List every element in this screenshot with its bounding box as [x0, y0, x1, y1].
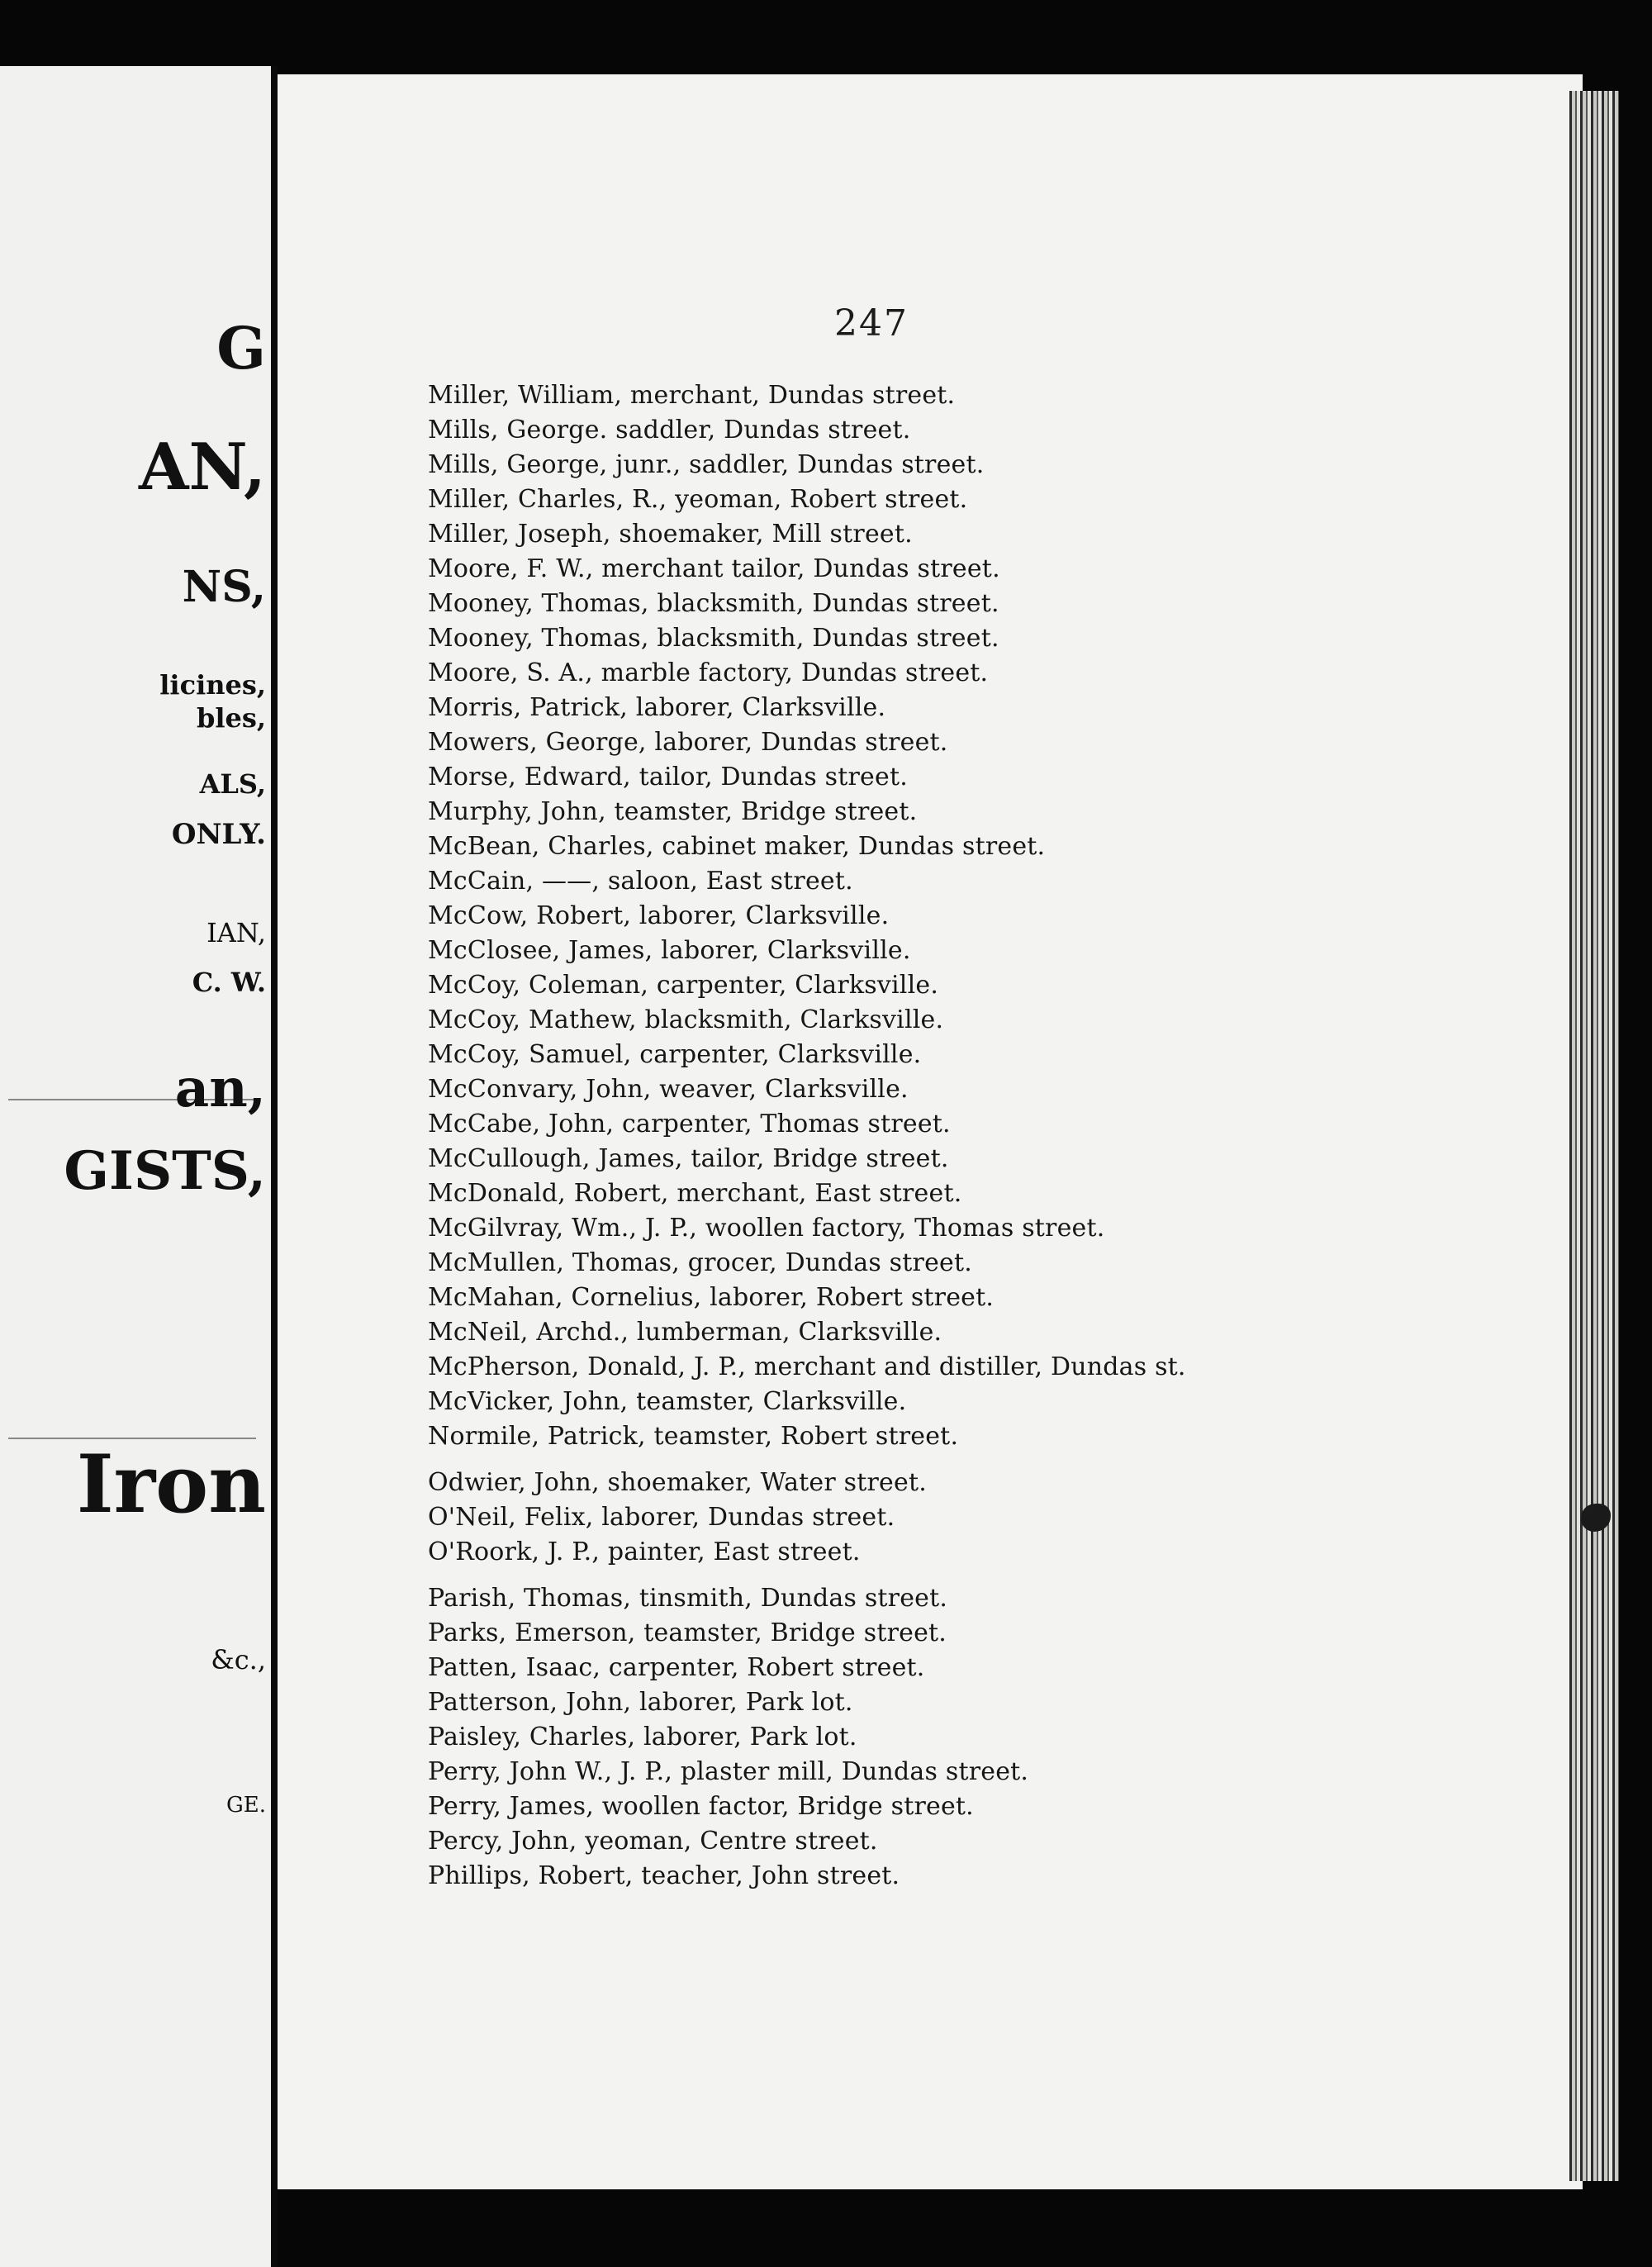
directory-entry: McDonald, Robert, merchant, East street.: [428, 1179, 962, 1208]
directory-entry: Mowers, George, laborer, Dundas street.: [428, 728, 948, 757]
directory-entry: Miller, Joseph, shoemaker, Mill street.: [428, 520, 913, 549]
directory-entry: McCabe, John, carpenter, Thomas street.: [428, 1110, 951, 1138]
directory-entry: Odwier, John, shoemaker, Water street.: [428, 1468, 927, 1497]
directory-entry: Percy, John, yeoman, Centre street.: [428, 1827, 878, 1856]
advertisement-fragment: GE.: [225, 1793, 266, 1818]
directory-entry: McCoy, Samuel, carpenter, Clarksville.: [428, 1040, 922, 1069]
advertisement-fragment: bles,: [196, 702, 266, 734]
directory-entry: McMahan, Cornelius, laborer, Robert street.: [428, 1283, 995, 1312]
directory-entry: McCow, Robert, laborer, Clarksville.: [428, 901, 890, 930]
directory-entry: Murphy, John, teamster, Bridge street.: [428, 797, 918, 826]
advertisement-fragment: C. W.: [192, 967, 266, 998]
directory-entry: Mooney, Thomas, blacksmith, Dundas street.: [428, 589, 999, 618]
advertisement-fragment: ONLY.: [171, 818, 266, 851]
page-number: 247: [834, 302, 909, 345]
advertisement-fragment: IAN,: [206, 917, 266, 948]
directory-entry: McConvary, John, weaver, Clarksville.: [428, 1075, 909, 1104]
directory-entry: McCoy, Mathew, blacksmith, Clarksville.: [428, 1005, 944, 1034]
directory-entry: O'Roork, J. P., painter, East street.: [428, 1537, 861, 1566]
directory-entry: O'Neil, Felix, laborer, Dundas street.: [428, 1503, 895, 1532]
directory-entry: McGilvray, Wm., J. P., woollen factory, Thomas street.: [428, 1214, 1105, 1243]
directory-entry: Morris, Patrick, laborer, Clarksville.: [428, 693, 886, 722]
directory-entry: Normile, Patrick, teamster, Robert street.: [428, 1422, 959, 1451]
book-gutter: [271, 66, 278, 2267]
advertisement-fragment: Iron: [76, 1438, 266, 1531]
directory-entry: McMullen, Thomas, grocer, Dundas street.: [428, 1248, 972, 1277]
advertisement-fragment: licines,: [159, 669, 266, 701]
advertisement-fragment: G: [216, 314, 266, 383]
directory-entry: McVicker, John, teamster, Clarksville.: [428, 1387, 907, 1416]
directory-listing: [428, 378, 1584, 1894]
directory-entry: McNeil, Archd., lumberman, Clarksville.: [428, 1318, 942, 1347]
directory-entry: Paisley, Charles, laborer, Park lot.: [428, 1723, 857, 1751]
directory-entry: Mills, George. saddler, Dundas street.: [428, 416, 911, 444]
directory-entry: Phillips, Robert, teacher, John street.: [428, 1861, 900, 1890]
directory-entry: Moore, S. A., marble factory, Dundas street.: [428, 658, 989, 687]
directory-entry: Moore, F. W., merchant tailor, Dundas street.: [428, 554, 1000, 583]
directory-entry: McCain, ——, saloon, East street.: [428, 867, 853, 896]
advertisement-fragment: NS,: [182, 562, 266, 612]
directory-entry: Morse, Edward, tailor, Dundas street.: [428, 763, 908, 791]
advertisement-fragment: AN,: [139, 430, 266, 505]
advertisement-fragment: ALS,: [199, 768, 266, 800]
directory-entry: Parks, Emerson, teamster, Bridge street.: [428, 1618, 947, 1647]
directory-entry: Miller, Charles, R., yeoman, Robert street.: [428, 485, 968, 514]
advertisement-fragment: an,: [174, 1057, 266, 1119]
directory-entry: McPherson, Donald, J. P., merchant and distiller, Dundas st.: [428, 1352, 1186, 1381]
directory-entry: Mills, George, junr., saddler, Dundas street.: [428, 450, 985, 479]
directory-entry: McBean, Charles, cabinet maker, Dundas street.: [428, 832, 1046, 861]
directory-entry: Patten, Isaac, carpenter, Robert street.: [428, 1653, 925, 1682]
directory-entry: McCoy, Coleman, carpenter, Clarksville.: [428, 971, 939, 1000]
directory-entry: Patterson, John, laborer, Park lot.: [428, 1688, 853, 1717]
directory-entry: McClosee, James, laborer, Clarksville.: [428, 936, 911, 965]
advertisement-fragment: GISTS,: [64, 1140, 266, 1202]
directory-entry: McCullough, James, tailor, Bridge street.: [428, 1144, 949, 1173]
directory-entry: Perry, James, woollen factor, Bridge street.: [428, 1792, 974, 1821]
directory-entry: Miller, William, merchant, Dundas street.: [428, 381, 956, 410]
directory-entry: Mooney, Thomas, blacksmith, Dundas street.: [428, 624, 999, 653]
directory-entry: Parish, Thomas, tinsmith, Dundas street.: [428, 1584, 948, 1613]
directory-entry: Perry, John W., J. P., plaster mill, Dundas street.: [428, 1757, 1029, 1786]
left-facing-page: [0, 66, 271, 2267]
advertisement-fragment: &c.,: [211, 1644, 266, 1675]
